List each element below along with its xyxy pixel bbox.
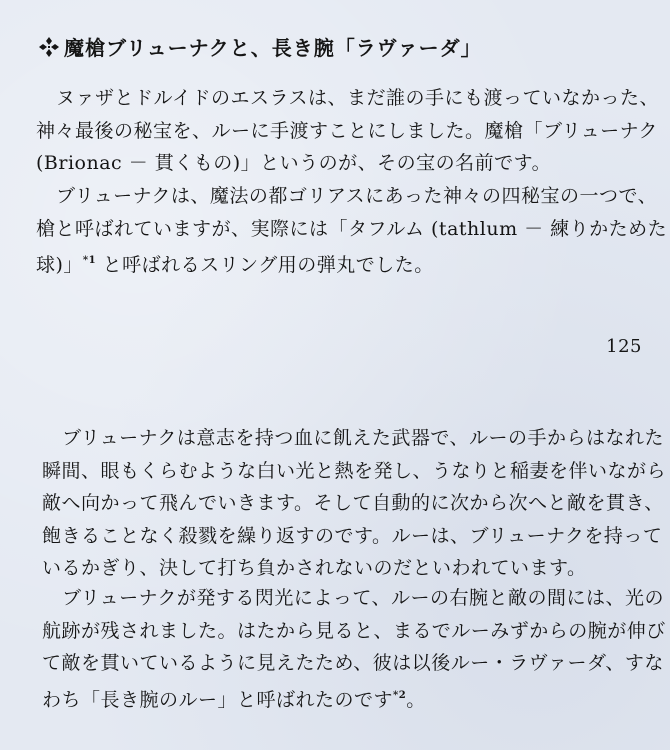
text-line bbox=[42, 520, 663, 553]
paragraph bbox=[36, 82, 659, 180]
text-line-content: いるかぎり、決して打ち負かされないのだといわれています。 bbox=[42, 557, 587, 579]
text-line bbox=[42, 615, 666, 648]
paragraph bbox=[36, 180, 668, 282]
text-line-content: ブリューナクは意志を持つ血に飢えた武器で、ルーの手からはなれた bbox=[62, 427, 665, 449]
text-line bbox=[42, 647, 664, 680]
text-line-content: 瞬間、眼もくらむような白い光と熱を発し、うなりと稲妻を伴いながら bbox=[42, 459, 667, 482]
text-line bbox=[36, 245, 640, 282]
four-diamond-ornament-icon bbox=[38, 36, 60, 58]
paragraph bbox=[42, 582, 666, 716]
page-number: 125 bbox=[606, 336, 642, 357]
text-line-content: 。 bbox=[406, 688, 426, 711]
text-line-content: 槍と呼ばれていますが、実際には「タフルム (tathlum － 練りかためた bbox=[36, 217, 668, 240]
text-line-content: ヌァザとドルイドのエスラスは、まだ誰の手にも渡っていなかった、 bbox=[56, 87, 659, 109]
text-line-content: 航跡が残されました。はたから見ると、まるでルーみずからの腕が伸び bbox=[42, 619, 666, 642]
footnote-marker-1: *1 bbox=[82, 255, 97, 266]
text-line bbox=[36, 147, 640, 180]
text-line bbox=[42, 582, 665, 615]
text-line-content: 飽きることなく殺戮を繰り返すのです。ルーは、ブリューナクを持って bbox=[42, 524, 663, 547]
text-line bbox=[36, 180, 658, 213]
text-line-content: と呼ばれるスリング用の弾丸でした。 bbox=[96, 254, 434, 276]
text-line bbox=[42, 487, 664, 520]
text-line bbox=[42, 552, 642, 585]
page-divider bbox=[0, 375, 670, 377]
section-title: 魔槍ブリューナクと、長き腕「ラヴァーダ」 bbox=[64, 36, 482, 60]
text-line-content: て敵を貫いているように見えたため、彼は以後ルー・ラヴァーダ、すな bbox=[42, 652, 664, 674]
section-heading bbox=[38, 32, 482, 61]
footnote-marker-2: *2 bbox=[393, 689, 407, 701]
text-line-content: わち「長き腕のルー」と呼ばれたのです bbox=[42, 688, 394, 711]
text-line-content: (Brionac － 貫くもの)」というのが、その宝の名前です。 bbox=[36, 152, 552, 174]
text-line-content: ブリューナクが発する閃光によって、ルーの右腕と敵の間には、光の bbox=[62, 587, 665, 609]
text-line bbox=[42, 455, 667, 488]
text-line bbox=[36, 82, 659, 115]
text-line bbox=[42, 680, 642, 717]
text-line-content: ブリューナクは、魔法の都ゴリアスにあった神々の四秘宝の一つで、 bbox=[56, 185, 658, 207]
text-line-content: 敵へ向かって飛んでいきます。そして自動的に次から次へと敵を貫き、 bbox=[42, 492, 664, 514]
text-line-content: 神々最後の秘宝を、ルーに手渡すことにしました。魔槍「ブリューナク bbox=[36, 119, 658, 142]
text-line bbox=[36, 213, 668, 246]
paragraph bbox=[42, 422, 667, 585]
text-line bbox=[36, 115, 658, 148]
text-line-content: 球)」 bbox=[36, 254, 83, 276]
text-line bbox=[42, 422, 665, 455]
